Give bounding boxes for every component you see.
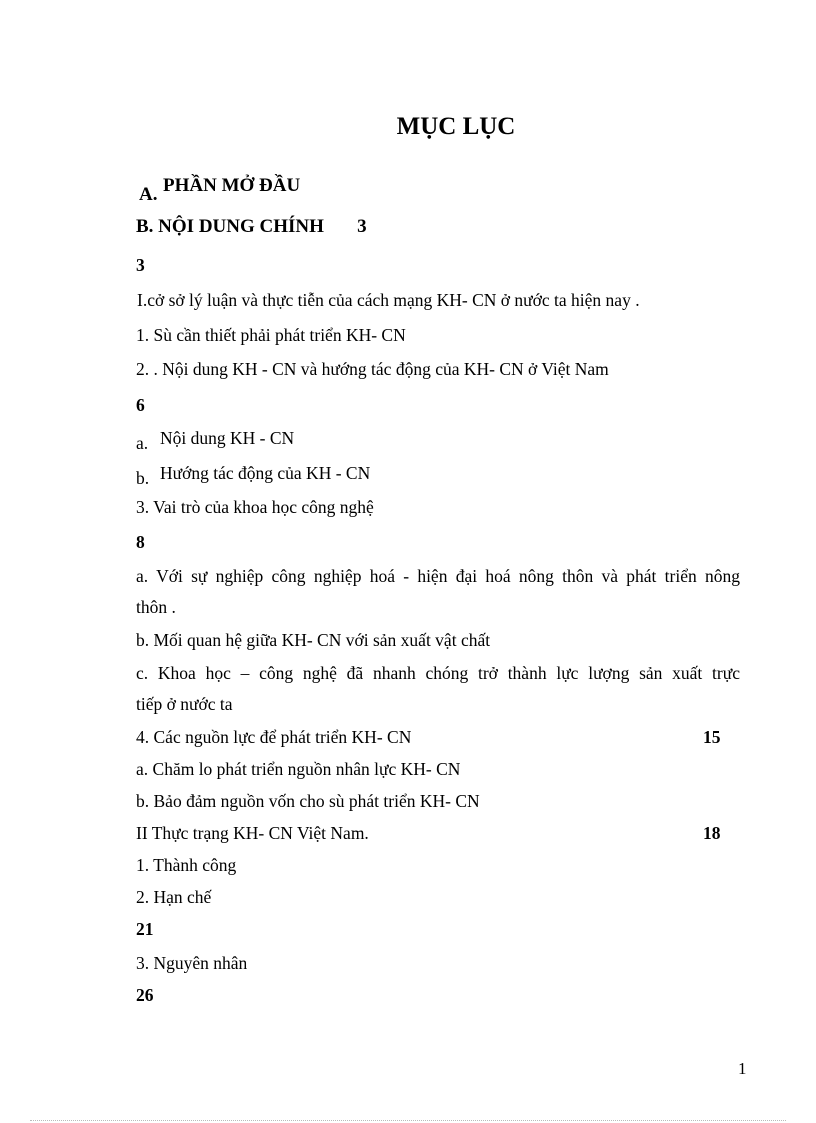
page-ref-6: 6 bbox=[136, 395, 145, 415]
toc-entry-i-3: 3. Vai trò của khoa học công nghệ bbox=[136, 497, 374, 517]
page-ref-26: 26 bbox=[136, 985, 154, 1005]
toc-entry-ii-page: 18 bbox=[703, 823, 721, 843]
toc-entry-i-3a-line2: thôn . bbox=[136, 597, 176, 617]
toc-entry-i-2: 2. . Nội dung KH - CN và hướng tác động của KH- CN ở Việt Nam bbox=[136, 359, 609, 379]
section-b-page: 3 bbox=[357, 216, 367, 237]
section-a-letter: A. bbox=[139, 184, 158, 205]
section-b-row bbox=[136, 216, 367, 238]
page-ref-3: 3 bbox=[136, 255, 145, 275]
toc-entry-i-4-page: 15 bbox=[703, 727, 721, 747]
toc-entry-b: Hướng tác động của KH - CN bbox=[160, 463, 371, 483]
page-title: MỤC LỤC bbox=[396, 113, 516, 140]
toc-entry-ii-2: 2. Hạn chế bbox=[136, 887, 212, 907]
toc-entry-a-letter: a. bbox=[136, 433, 149, 453]
page-number: 1 bbox=[738, 1059, 747, 1078]
toc-entry-ii-1: 1. Thành công bbox=[136, 855, 237, 875]
toc-entry-a: Nội dung KH - CN bbox=[160, 428, 295, 448]
toc-entry-i-3c-line1: c. Khoa học – công nghệ đã nhanh chóng trở thành lực lượng sản xuất trực bbox=[136, 663, 740, 683]
footer-divider bbox=[30, 1120, 786, 1121]
section-b-title: B. NỘI DUNG CHÍNH bbox=[136, 216, 324, 237]
toc-entry-ii-3: 3. Nguyên nhân bbox=[136, 953, 248, 973]
page-ref-8: 8 bbox=[136, 532, 145, 552]
toc-entry-i-4: 4. Các nguồn lực để phát triển KH- CN bbox=[136, 727, 412, 747]
section-a-title: PHẦN MỞ ĐẦU bbox=[163, 175, 301, 196]
toc-entry-i-3c-line2: tiếp ở nước ta bbox=[136, 694, 233, 714]
page-ref-21: 21 bbox=[136, 919, 154, 939]
toc-entry-b-letter: b. bbox=[136, 468, 150, 488]
toc-entry-i-3a-line1: a. Với sự nghiệp công nghiệp hoá - hiện đại hoá nông thôn và phát triển nông bbox=[136, 566, 740, 586]
toc-entry-ii: II Thực trạng KH- CN Việt Nam. bbox=[136, 823, 369, 843]
toc-entry-i-4a: a. Chăm lo phát triển nguồn nhân lực KH- CN bbox=[136, 759, 461, 779]
toc-entry-i-4b: b. Bảo đảm nguồn vốn cho sù phát triển KH- CN bbox=[136, 791, 480, 811]
toc-entry-i: I.cở sở lý luận và thực tiễn của cách mạng KH- CN ở nước ta hiện nay . bbox=[137, 290, 640, 310]
toc-entry-i-1: 1. Sù cần thiết phải phát triển KH- CN bbox=[136, 325, 406, 345]
toc-entry-i-3b: b. Mối quan hệ giữa KH- CN với sản xuất vật chất bbox=[136, 630, 491, 650]
